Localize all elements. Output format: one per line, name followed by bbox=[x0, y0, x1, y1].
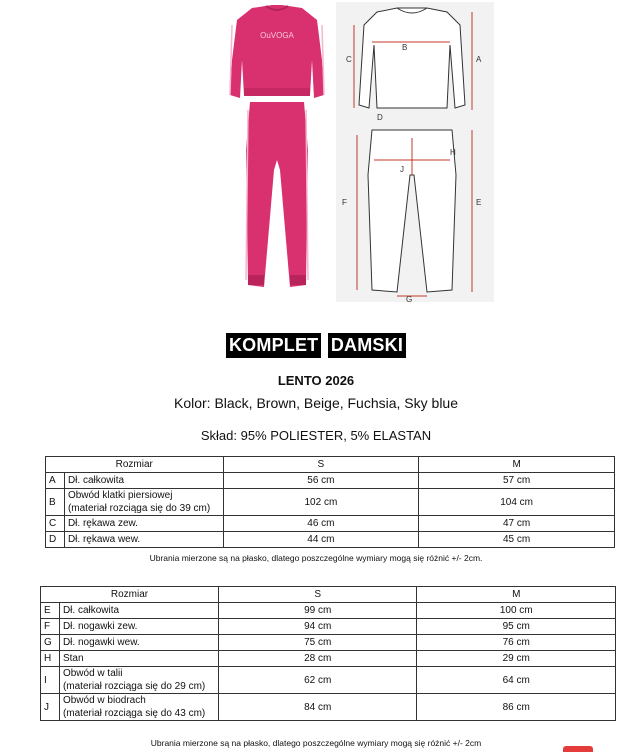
table-header bbox=[41, 587, 616, 603]
label-h: H bbox=[450, 148, 456, 157]
label-b: B bbox=[402, 43, 408, 52]
label-f: F bbox=[342, 198, 347, 207]
table-row: G Dł. nogawki wew. 75 cm 76 cm bbox=[41, 635, 616, 651]
measurement-note-bottom: Ubrania mierzone są na płasko, dlatego poszczególne wymiary mogą się różnić +/- 2cm bbox=[150, 738, 482, 748]
table-row: C Dł. rękawa zew. 46 cm 47 cm bbox=[46, 516, 615, 532]
table-row: D Dł. rękawa wew. 44 cm 45 cm bbox=[46, 532, 615, 548]
measurement-note-top: Ubrania mierzone są na płasko, dlatego poszczególne wymiary mogą się różnić +/- 2cm. bbox=[149, 553, 483, 563]
table-row: E Dł. całkowita 99 cm 100 cm bbox=[41, 603, 616, 619]
model-name: LENTO 2026 bbox=[277, 373, 355, 388]
corner-decoration bbox=[563, 746, 593, 752]
size-table-top bbox=[45, 456, 615, 548]
table-header bbox=[46, 457, 615, 473]
label-e: E bbox=[476, 198, 482, 207]
label-d: D bbox=[377, 113, 383, 122]
label-a: A bbox=[476, 55, 482, 64]
material-composition: Skład: 95% POLIESTER, 5% ELASTAN bbox=[200, 428, 432, 443]
label-c: C bbox=[346, 55, 352, 64]
table-row: J Obwód w biodrach (materiał rozciąga się do 43 cm) 84 cm 86 cm bbox=[41, 694, 616, 721]
header-size: Rozmiar bbox=[46, 457, 224, 473]
table-row: H Stan 28 cm 29 cm bbox=[41, 651, 616, 667]
color-options: Kolor: Black, Brown, Beige, Fuchsia, Sky blue bbox=[173, 395, 459, 411]
table-row: A Dł. całkowita 56 cm 57 cm bbox=[46, 473, 615, 489]
product-photo bbox=[222, 0, 332, 300]
table-row: F Dł. nogawki zew. 94 cm 95 cm bbox=[41, 619, 616, 635]
title-word-komplet: KOMPLET bbox=[226, 333, 321, 358]
label-j: J bbox=[400, 165, 404, 174]
brand-logo: OuVOGA bbox=[260, 31, 294, 40]
measurement-diagram bbox=[332, 0, 497, 305]
label-g: G bbox=[406, 295, 413, 304]
size-table-bottom bbox=[40, 586, 616, 721]
page-title bbox=[0, 333, 632, 358]
title-word-damski: DAMSKI bbox=[328, 333, 406, 358]
header-size: Rozmiar bbox=[41, 587, 219, 603]
header-s: S bbox=[219, 587, 417, 603]
header-m: M bbox=[419, 457, 615, 473]
table-row: I Obwód w talii (materiał rozciąga się do 29 cm) 62 cm 64 cm bbox=[41, 667, 616, 694]
table-row: B Obwód klatki piersiowej (materiał rozciąga się do 39 cm) 102 cm 104 cm bbox=[46, 489, 615, 516]
header-m: M bbox=[417, 587, 616, 603]
header-s: S bbox=[223, 457, 419, 473]
